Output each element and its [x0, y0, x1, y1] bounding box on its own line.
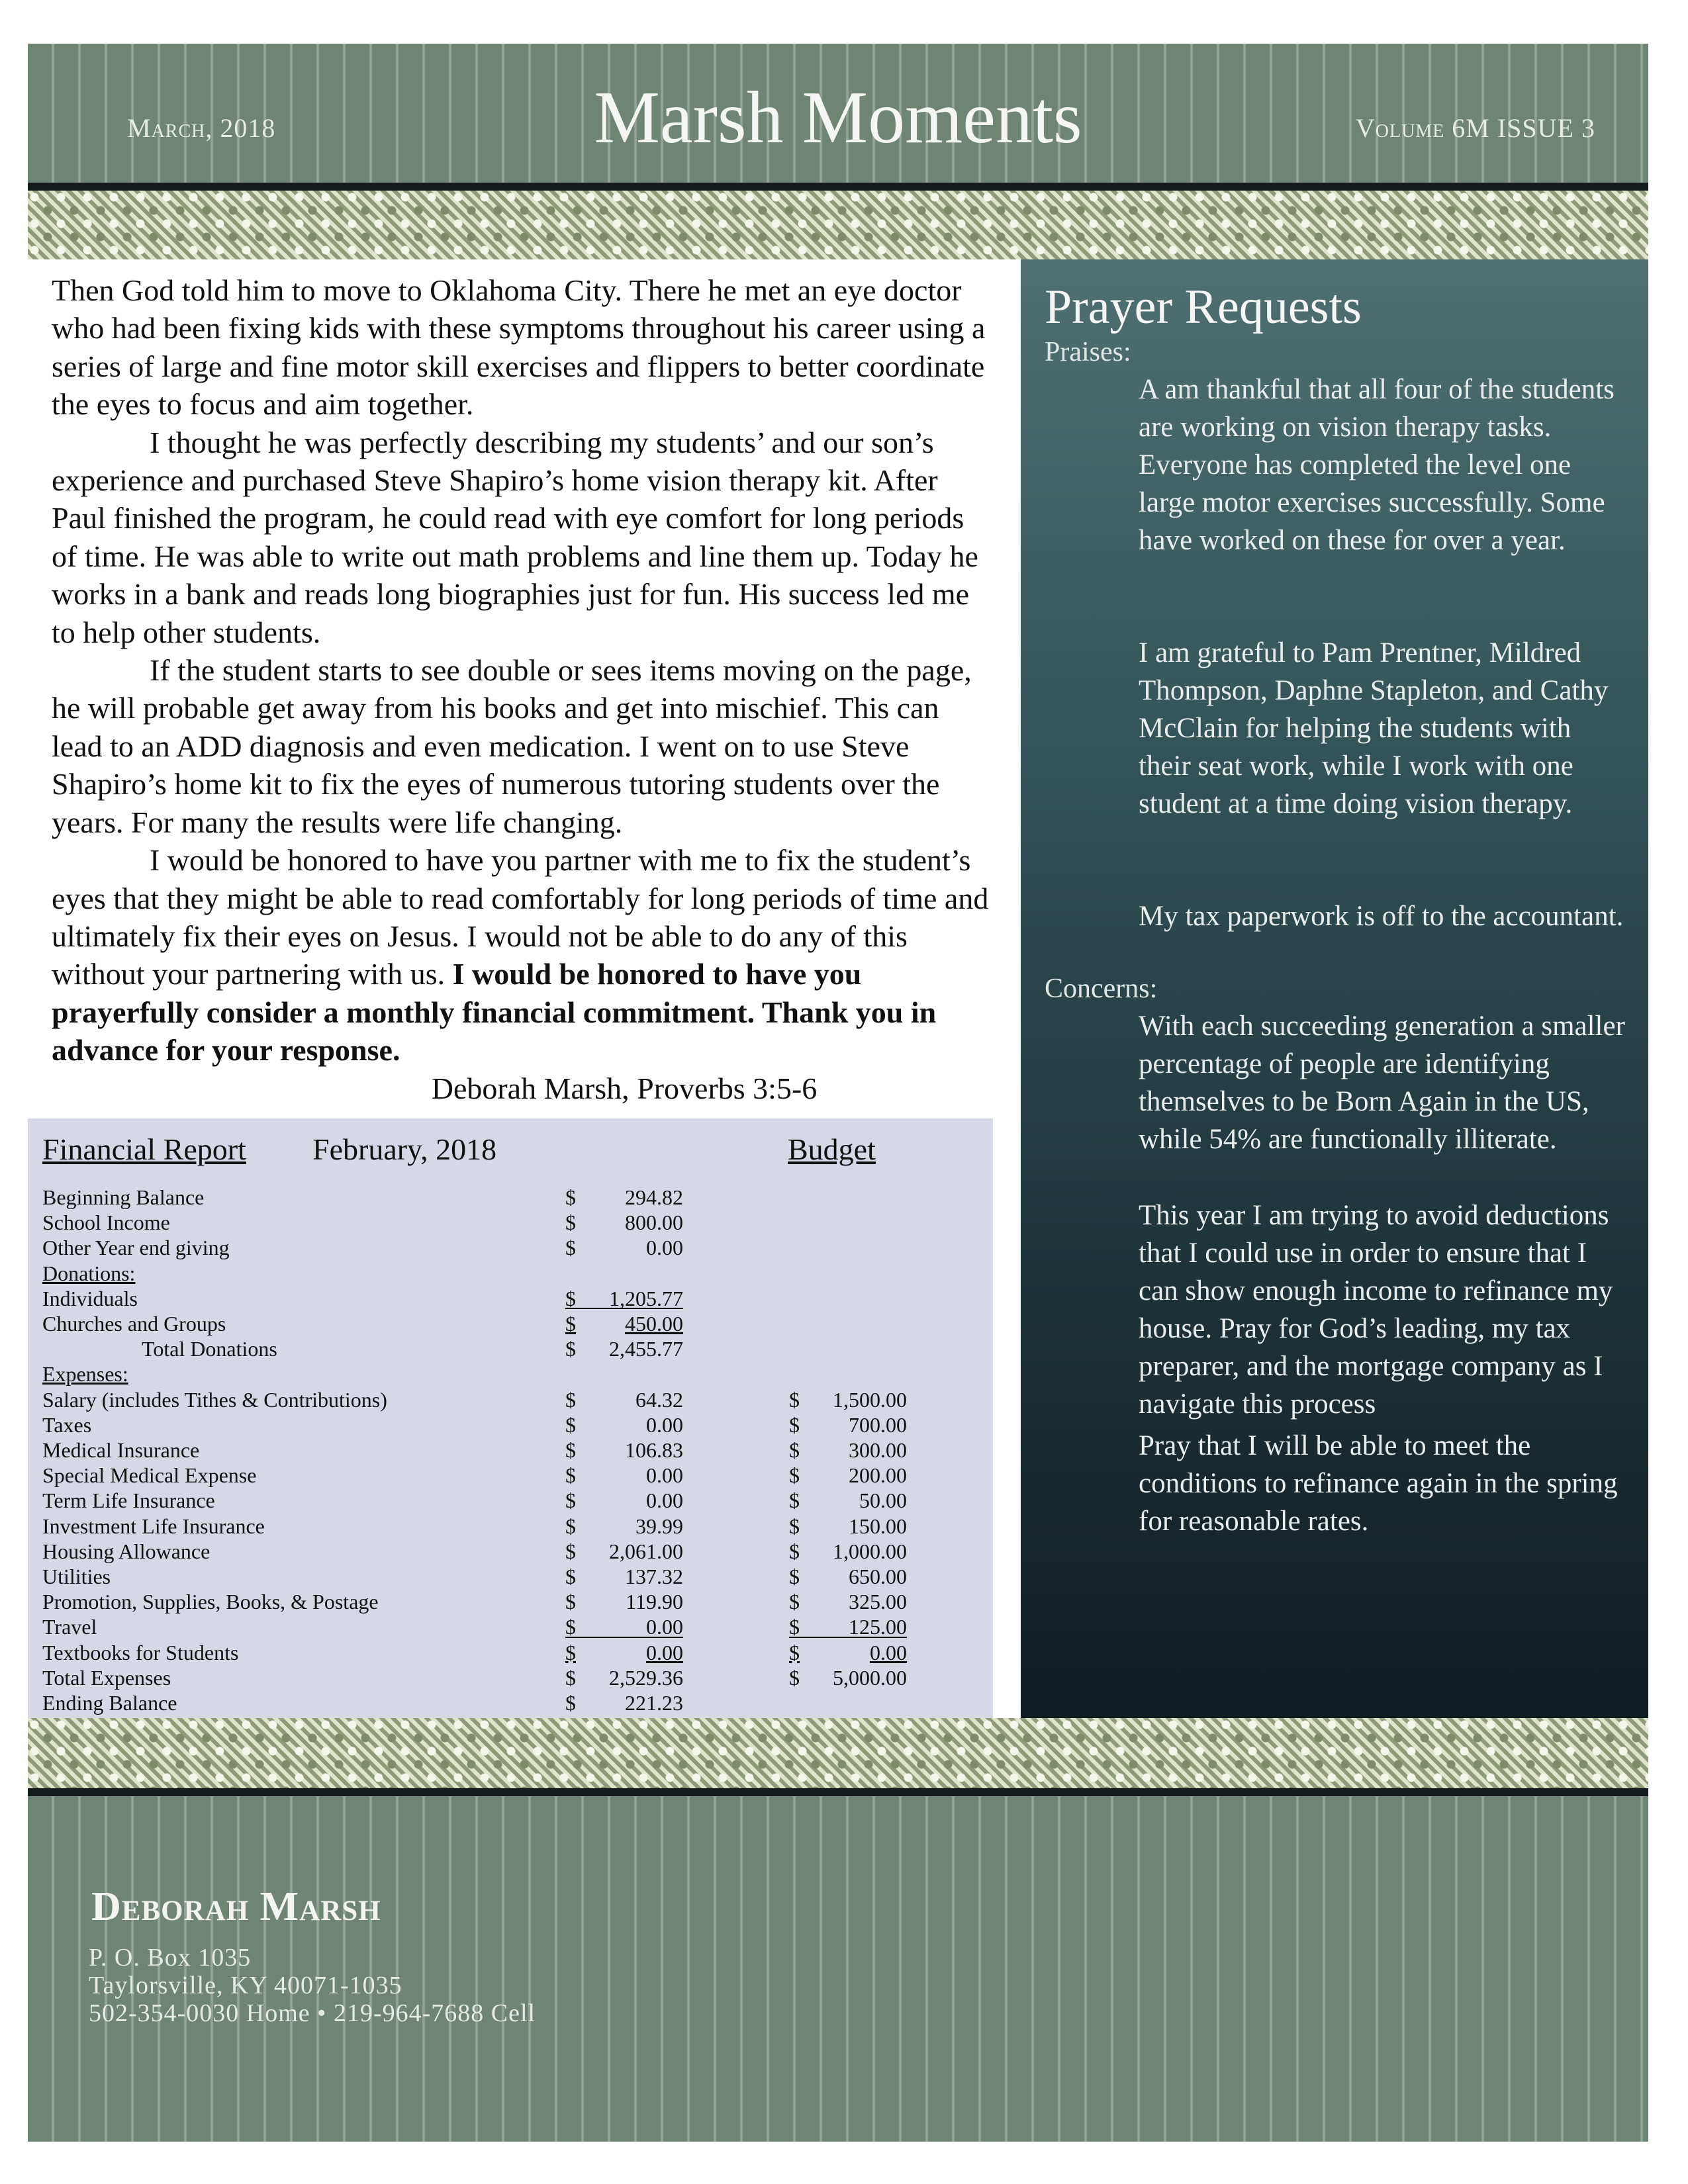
table-row — [42, 1361, 969, 1387]
amount-value: 0.00 — [646, 1488, 683, 1513]
amount-value: 137.32 — [625, 1565, 683, 1588]
concerns-label: Concerns: — [1045, 974, 1158, 1004]
currency-symbol: $ — [565, 1590, 576, 1614]
row-label: Salary (includes Tithes & Contributions) — [42, 1387, 387, 1412]
letter-body — [52, 271, 992, 1107]
currency-symbol: $ — [789, 1488, 800, 1513]
financial-report-title: Financial Report — [42, 1132, 246, 1166]
letter-text: I would be honored to have you partner with me to fix the student’s eyes that they might be able to read comfortably for long periods of time and ultimately fix their eyes on Jesus. I would not be able to do any of this without your partnering with us. — [52, 843, 989, 991]
table-row — [42, 1336, 969, 1361]
table-row — [42, 1514, 969, 1539]
currency-symbol: $ — [565, 1463, 576, 1488]
amount-value: 221.23 — [625, 1691, 683, 1715]
budget-value: 1,500.00 — [833, 1387, 907, 1412]
row-label: Medical Insurance — [42, 1438, 200, 1462]
budget-value: 300.00 — [849, 1438, 907, 1462]
currency-symbol: $ — [565, 1412, 576, 1437]
currency-symbol: $ — [565, 1312, 576, 1336]
footer-contact — [28, 1788, 1648, 2142]
currency-symbol: $ — [789, 1539, 800, 1563]
budget-value: 0.00 — [870, 1640, 907, 1664]
budget-value: 650.00 — [849, 1565, 907, 1588]
row-label: Expenses: — [42, 1362, 128, 1387]
currency-symbol: $ — [789, 1514, 800, 1538]
currency-symbol: $ — [565, 1615, 576, 1639]
issue-date: March, 2018 — [127, 113, 276, 143]
decorative-band-bottom — [28, 1718, 1648, 1788]
currency-symbol: $ — [789, 1565, 800, 1588]
signature: Deborah Marsh, Proverbs 3:5-6 — [431, 1071, 818, 1105]
budget-value: 1,000.00 — [833, 1539, 907, 1563]
letter-paragraph: If the student starts to see double or sees items moving on the page, he will probable get away from his books and get into mischief. This can lead to an ADD diagnosis and even medication. I went on to use Steve Shapiro’s home kit to fix the eyes of numerous tutoring students over the years. For many the results were life changing. — [52, 653, 972, 839]
row-label: School Income — [42, 1210, 170, 1235]
prayer-requests-sidebar — [1021, 259, 1648, 1718]
masthead — [28, 44, 1648, 191]
row-label: Promotion, Supplies, Books, & Postage — [42, 1590, 379, 1614]
currency-symbol: $ — [565, 1185, 576, 1209]
budget-value: 5,000.00 — [833, 1665, 907, 1690]
financial-report — [28, 1118, 993, 1718]
currency-symbol: $ — [565, 1236, 576, 1260]
table-row — [42, 1665, 969, 1690]
table-row — [42, 1412, 969, 1437]
amount-value: 2,455.77 — [609, 1337, 683, 1361]
letter-appeal-bold: I would be honored to have you prayerfully consider a monthly financial commitment. Thank you in advance for your response. — [52, 957, 937, 1068]
row-label: Housing Allowance — [42, 1539, 211, 1563]
amount-value: 0.00 — [646, 1615, 683, 1639]
currency-symbol: $ — [565, 1691, 576, 1715]
currency-symbol: $ — [789, 1615, 800, 1639]
currency-symbol: $ — [789, 1640, 800, 1664]
currency-symbol: $ — [565, 1539, 576, 1563]
currency-symbol: $ — [789, 1590, 800, 1614]
row-label: Special Medical Expense — [42, 1463, 257, 1488]
author-name: Deborah Marsh — [91, 1884, 381, 1929]
amount-value: 800.00 — [625, 1210, 683, 1235]
letter-paragraph: Then God told him to move to Oklahoma City. There he met an eye doctor who had been fixing kids with these symptoms throughout his career using a series of large and fine motor skill exercises and flippers to better coordinate the eyes to focus and aim together. — [52, 273, 986, 422]
city-state-zip: Taylorsville, KY 40071-1035 — [89, 1972, 402, 1999]
praises-label: Praises: — [1045, 337, 1131, 367]
amount-value: 106.83 — [625, 1438, 683, 1462]
budget-value: 325.00 — [849, 1590, 907, 1614]
currency-symbol: $ — [565, 1286, 576, 1310]
row-label: Individuals — [42, 1286, 138, 1310]
amount-value: 450.00 — [625, 1312, 683, 1336]
amount-value: 119.90 — [626, 1590, 683, 1614]
budget-value: 125.00 — [849, 1615, 907, 1639]
table-row — [42, 1185, 969, 1210]
amount-value: 0.00 — [646, 1412, 683, 1437]
table-row — [42, 1640, 969, 1665]
row-label: Donations: — [42, 1261, 136, 1285]
budget-value: 200.00 — [849, 1463, 907, 1488]
amount-value: 0.00 — [646, 1463, 683, 1488]
row-label: Utilities — [42, 1565, 111, 1588]
table-row — [42, 1488, 969, 1513]
amount-value: 2,529.36 — [609, 1665, 683, 1690]
amount-value: 294.82 — [625, 1185, 683, 1209]
currency-symbol: $ — [789, 1438, 800, 1462]
amount-value: 0.00 — [646, 1640, 683, 1664]
budget-value: 150.00 — [849, 1514, 907, 1538]
currency-symbol: $ — [565, 1514, 576, 1538]
table-row — [42, 1589, 969, 1614]
amount-value: 39.99 — [635, 1514, 683, 1538]
row-label: Total Donations — [142, 1337, 277, 1361]
row-label: Travel — [42, 1615, 97, 1639]
row-label: Beginning Balance — [42, 1185, 205, 1209]
row-label: Taxes — [42, 1412, 92, 1437]
row-label: Investment Life Insurance — [42, 1514, 265, 1538]
letter-paragraph: I thought he was perfectly describing my students’ and our son’s experience and purchased Steve Shapiro’s home vision therapy kit. After Paul finished the program, he could read with eye comfort for long periods of time. He was able to write out math problems and line them up. Today he works in a bank and reads long biographies just for fun. His success led me to help other students. — [52, 425, 978, 649]
currency-symbol: $ — [565, 1438, 576, 1462]
volume-issue: Volume 6M ISSUE 3 — [1355, 113, 1595, 143]
budget-header: Budget — [788, 1132, 876, 1166]
currency-symbol: $ — [565, 1210, 576, 1235]
po-box: P. O. Box 1035 — [89, 1944, 252, 1972]
newsletter-title: Marsh Moments — [594, 77, 1082, 159]
currency-symbol: $ — [789, 1412, 800, 1437]
table-row — [42, 1690, 969, 1715]
concern-item: This year I am trying to avoid deductions that I could use in order to ensure that I can show enough income to refinance my house. Pray for God’s leading, my tax preparer, and the mortgage company as I navigate this process — [1139, 1200, 1613, 1420]
amount-value: 64.32 — [635, 1387, 683, 1412]
financial-report-period: February, 2018 — [312, 1132, 497, 1166]
phone-numbers: 502-354-0030 Home • 219-964-7688 Cell — [89, 1999, 536, 2027]
table-row — [42, 1210, 969, 1235]
amount-value: 0.00 — [646, 1236, 683, 1260]
currency-symbol: $ — [789, 1463, 800, 1488]
currency-symbol: $ — [789, 1387, 800, 1412]
row-label: Ending Balance — [42, 1691, 177, 1715]
amount-value: 1,205.77 — [609, 1286, 683, 1310]
table-row — [42, 1235, 969, 1260]
praise-item: A am thankful that all four of the students are working on vision therapy tasks. Everyone has completed the level one large motor exercises successfully. Some have worked on these for over a year. — [1139, 374, 1615, 556]
table-row — [42, 1564, 969, 1589]
row-label: Term Life Insurance — [42, 1488, 215, 1513]
table-row — [42, 1463, 969, 1488]
currency-symbol: $ — [565, 1488, 576, 1513]
decorative-band-top — [28, 191, 1648, 259]
row-label: Total Expenses — [42, 1665, 171, 1690]
amount-value: 2,061.00 — [609, 1539, 683, 1563]
table-row — [42, 1261, 969, 1286]
praise-item: My tax paperwork is off to the accountant. — [1139, 901, 1624, 932]
currency-symbol: $ — [565, 1665, 576, 1690]
table-row — [42, 1286, 969, 1311]
prayer-requests-title: Prayer Requests — [1045, 280, 1362, 334]
letter-paragraph — [52, 841, 992, 1069]
currency-symbol: $ — [565, 1565, 576, 1588]
currency-symbol: $ — [565, 1640, 576, 1664]
row-label: Other Year end giving — [42, 1236, 230, 1260]
budget-value: 700.00 — [849, 1412, 907, 1437]
budget-value: 50.00 — [859, 1488, 907, 1513]
table-row — [42, 1387, 969, 1412]
currency-symbol: $ — [565, 1387, 576, 1412]
row-label: Churches and Groups — [42, 1312, 226, 1336]
currency-symbol: $ — [565, 1337, 576, 1361]
table-row — [42, 1539, 969, 1564]
table-row — [42, 1311, 969, 1336]
row-label: Textbooks for Students — [42, 1640, 239, 1664]
concern-item: Pray that I will be able to meet the conditions to refinance again in the spring for reasonable rates. — [1139, 1430, 1618, 1537]
concern-item: With each succeeding generation a smaller percentage of people are identifying themselves to be Born Again in the US, while 54% are functionally illiterate. — [1139, 1011, 1625, 1155]
table-row — [42, 1437, 969, 1463]
praise-item: I am grateful to Pam Prentner, Mildred Thompson, Daphne Stapleton, and Cathy McClain for helping the students with their seat work, while I work with one student at a time doing vision therapy. — [1139, 637, 1609, 819]
currency-symbol: $ — [789, 1665, 800, 1690]
